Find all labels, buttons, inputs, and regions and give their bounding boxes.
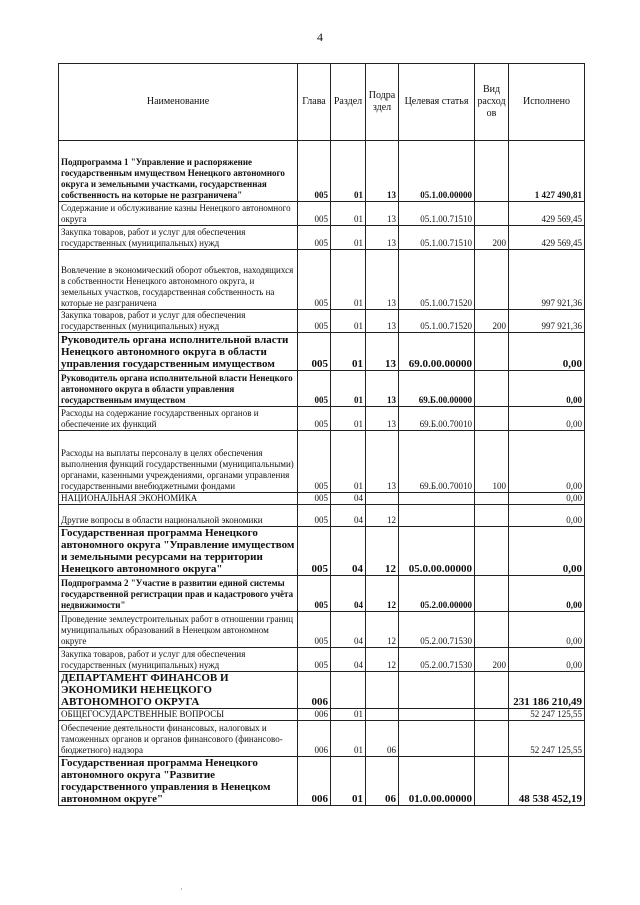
table-row: [59, 709, 585, 721]
cell-vid: 200: [475, 648, 509, 672]
cell-ispolneno: 0,00: [509, 612, 585, 648]
cell-razdel: 01: [331, 310, 366, 333]
cell-name: Закупка товаров, работ и услуг для обеспечения государственных (муниципальных) нужд: [59, 648, 298, 672]
cell-razdel: 04: [331, 493, 366, 505]
cell-vid: [475, 709, 509, 721]
table-row: [59, 493, 585, 505]
cell-razdel: 04: [331, 527, 366, 576]
cell-glava: 005: [298, 648, 331, 672]
cell-glava: 005: [298, 431, 331, 493]
cell-ispolneno: 52 247 125,55: [509, 709, 585, 721]
cell-glava: 006: [298, 709, 331, 721]
header-podrazdel: Подра здел: [366, 64, 399, 141]
budget-table: [58, 63, 585, 806]
cell-podrazdel: 13: [366, 310, 399, 333]
cell-name: Расходы на содержание государственных органов и обеспечение их функций: [59, 407, 298, 431]
cell-podrazdel: 13: [366, 202, 399, 226]
cell-vid: [475, 371, 509, 407]
cell-vid: [475, 721, 509, 757]
cell-podrazdel: 12: [366, 505, 399, 527]
cell-vid: [475, 672, 509, 709]
cell-celevaya: 05.1.00.71520: [399, 250, 475, 310]
cell-celevaya: 05.1.00.71510: [399, 202, 475, 226]
cell-name: НАЦИОНАЛЬНАЯ ЭКОНОМИКА: [59, 493, 298, 505]
cell-name: Подпрограмма 1 "Управление и распоряжение государственным имуществом Ненецкого автономного округа и земельными участками, государственная собственность на которые не разграничена": [59, 141, 298, 202]
header-vid: Вид расход ов: [475, 64, 509, 141]
cell-podrazdel: [366, 493, 399, 505]
cell-name: Подпрограмма 2 "Участие в развитии единой системы государственной регистрации прав и кадастрового учёта недвижимости": [59, 576, 298, 612]
cell-vid: [475, 612, 509, 648]
cell-podrazdel: 06: [366, 721, 399, 757]
cell-podrazdel: 13: [366, 431, 399, 493]
table-row: [59, 226, 585, 250]
cell-name: Руководитель органа исполнительной власти Ненецкого автономного округа в области управления государственным имуществом: [59, 371, 298, 407]
cell-name: Закупка товаров, работ и услуг для обеспечения государственных (муниципальных) нужд: [59, 310, 298, 333]
scan-mark: ·: [180, 884, 183, 894]
cell-glava: 005: [298, 371, 331, 407]
cell-name: Руководитель органа исполнительной власти Ненецкого автономного округа в области управления государственным имуществом: [59, 333, 298, 371]
cell-razdel: 01: [331, 250, 366, 310]
table-row: [59, 141, 585, 202]
table-header-row: [59, 64, 585, 141]
cell-podrazdel: 13: [366, 226, 399, 250]
cell-vid: [475, 493, 509, 505]
cell-razdel: 01: [331, 431, 366, 493]
cell-name: Содержание и обслуживание казны Ненецкого автономного округа: [59, 202, 298, 226]
table-row: [59, 333, 585, 371]
page-number: 4: [317, 30, 323, 44]
cell-ispolneno: 0,00: [509, 371, 585, 407]
cell-ispolneno: 0,00: [509, 505, 585, 527]
cell-glava: 005: [298, 141, 331, 202]
cell-name: Другие вопросы в области национальной экономики: [59, 505, 298, 527]
table-row: [59, 371, 585, 407]
cell-ispolneno: 0,00: [509, 648, 585, 672]
table-row: [59, 250, 585, 310]
cell-glava: 006: [298, 757, 331, 806]
header-name: Наименование: [59, 64, 298, 141]
cell-name: ДЕПАРТАМЕНТ ФИНАНСОВ И ЭКОНОМИКИ НЕНЕЦКОГО АВТОНОМНОГО ОКРУГА: [59, 672, 298, 709]
cell-podrazdel: 13: [366, 407, 399, 431]
cell-name: Обеспечение деятельности финансовых, налоговых и таможенных органов и органов финансового (финансово-бюджетного) надзора: [59, 721, 298, 757]
cell-glava: 006: [298, 721, 331, 757]
cell-ispolneno: 0,00: [509, 431, 585, 493]
cell-celevaya: 05.1.00.71510: [399, 226, 475, 250]
cell-vid: [475, 333, 509, 371]
header-glava: Глава: [298, 64, 331, 141]
cell-razdel: 01: [331, 333, 366, 371]
cell-ispolneno: 997 921,36: [509, 310, 585, 333]
cell-razdel: 01: [331, 709, 366, 721]
cell-celevaya: 05.2.00.00000: [399, 576, 475, 612]
cell-razdel: 04: [331, 576, 366, 612]
cell-ispolneno: 48 538 452,19: [509, 757, 585, 806]
table-row: [59, 672, 585, 709]
cell-ispolneno: 0,00: [509, 407, 585, 431]
cell-razdel: 04: [331, 612, 366, 648]
cell-ispolneno: 231 186 210,49: [509, 672, 585, 709]
table-row: [59, 505, 585, 527]
cell-glava: 005: [298, 202, 331, 226]
cell-podrazdel: 12: [366, 576, 399, 612]
cell-ispolneno: 1 427 490,81: [509, 141, 585, 202]
header-ispolneno: Исполнено: [509, 64, 585, 141]
cell-glava: 005: [298, 310, 331, 333]
cell-celevaya: 69.Б.00.70010: [399, 431, 475, 493]
cell-podrazdel: 12: [366, 612, 399, 648]
cell-celevaya: 05.2.00.71530: [399, 612, 475, 648]
cell-razdel: 01: [331, 407, 366, 431]
cell-ispolneno: 0,00: [509, 527, 585, 576]
cell-glava: 005: [298, 250, 331, 310]
cell-name: Государственная программа Ненецкого автономного округа "Управление имуществом и земельными ресурсами на территории Ненецкого автономного округа": [59, 527, 298, 576]
cell-name: Вовлечение в экономический оборот объектов, находящихся в собственности Ненецкого автономного округа, и земельных участков, государственная собственность на которые не разграничена: [59, 250, 298, 310]
cell-razdel: 01: [331, 226, 366, 250]
cell-ispolneno: 0,00: [509, 333, 585, 371]
cell-glava: 005: [298, 407, 331, 431]
cell-celevaya: 69.Б.00.70010: [399, 407, 475, 431]
table-row: [59, 757, 585, 806]
cell-name: Закупка товаров, работ и услуг для обеспечения государственных (муниципальных) нужд: [59, 226, 298, 250]
cell-glava: 005: [298, 505, 331, 527]
table-row: [59, 612, 585, 648]
cell-ispolneno: 0,00: [509, 493, 585, 505]
cell-ispolneno: 52 247 125,55: [509, 721, 585, 757]
cell-celevaya: [399, 709, 475, 721]
cell-celevaya: [399, 721, 475, 757]
cell-vid: [475, 250, 509, 310]
cell-vid: [475, 407, 509, 431]
cell-glava: 005: [298, 612, 331, 648]
cell-name: ОБЩЕГОСУДАРСТВЕННЫЕ ВОПРОСЫ: [59, 709, 298, 721]
header-celevaya: Целевая статья: [399, 64, 475, 141]
cell-podrazdel: 12: [366, 648, 399, 672]
cell-celevaya: [399, 493, 475, 505]
cell-razdel: [331, 672, 366, 709]
cell-razdel: 01: [331, 141, 366, 202]
cell-vid: 100: [475, 431, 509, 493]
cell-podrazdel: 13: [366, 371, 399, 407]
cell-ispolneno: 429 569,45: [509, 202, 585, 226]
cell-podrazdel: 12: [366, 527, 399, 576]
cell-vid: [475, 757, 509, 806]
table-row: [59, 648, 585, 672]
cell-vid: [475, 527, 509, 576]
cell-podrazdel: 13: [366, 250, 399, 310]
cell-celevaya: 05.2.00.71530: [399, 648, 475, 672]
cell-ispolneno: 0,00: [509, 576, 585, 612]
cell-vid: [475, 141, 509, 202]
cell-vid: [475, 202, 509, 226]
cell-celevaya: 05.1.00.71520: [399, 310, 475, 333]
cell-glava: 005: [298, 226, 331, 250]
cell-celevaya: 05.1.00.00000: [399, 141, 475, 202]
cell-name: Проведение землеустроительных работ в отношении границ муниципальных образований в Ненецком автономном округе: [59, 612, 298, 648]
cell-vid: [475, 576, 509, 612]
cell-razdel: 04: [331, 505, 366, 527]
header-razdel: Раздел: [331, 64, 366, 141]
cell-celevaya: 01.0.00.00000: [399, 757, 475, 806]
table-row: [59, 407, 585, 431]
cell-vid: [475, 505, 509, 527]
cell-celevaya: 69.Б.00.00000: [399, 371, 475, 407]
cell-glava: 005: [298, 527, 331, 576]
cell-vid: 200: [475, 310, 509, 333]
cell-podrazdel: 13: [366, 333, 399, 371]
cell-glava: 006: [298, 672, 331, 709]
cell-glava: 005: [298, 493, 331, 505]
cell-podrazdel: 06: [366, 757, 399, 806]
cell-glava: 005: [298, 576, 331, 612]
cell-razdel: 01: [331, 721, 366, 757]
cell-podrazdel: 13: [366, 141, 399, 202]
cell-razdel: 01: [331, 202, 366, 226]
table-row: [59, 310, 585, 333]
table-row: [59, 202, 585, 226]
table-row: [59, 576, 585, 612]
cell-celevaya: [399, 672, 475, 709]
table-row: [59, 431, 585, 493]
cell-razdel: 01: [331, 371, 366, 407]
cell-name: Расходы на выплаты персоналу в целях обеспечения выполнения функций государственными (муниципальными) органами, казенными учреждениями, органами управления государственными внебюджетными фондами: [59, 431, 298, 493]
cell-razdel: 04: [331, 648, 366, 672]
cell-ispolneno: 997 921,36: [509, 250, 585, 310]
cell-celevaya: [399, 505, 475, 527]
cell-vid: 200: [475, 226, 509, 250]
cell-razdel: 01: [331, 757, 366, 806]
table-row: [59, 527, 585, 576]
cell-celevaya: 05.0.00.00000: [399, 527, 475, 576]
cell-podrazdel: [366, 672, 399, 709]
cell-glava: 005: [298, 333, 331, 371]
cell-ispolneno: 429 569,45: [509, 226, 585, 250]
cell-name: Государственная программа Ненецкого автономного округа "Развитие государственного управления в Ненецком автономном округе": [59, 757, 298, 806]
table-row: [59, 721, 585, 757]
cell-celevaya: 69.0.00.00000: [399, 333, 475, 371]
cell-podrazdel: [366, 709, 399, 721]
